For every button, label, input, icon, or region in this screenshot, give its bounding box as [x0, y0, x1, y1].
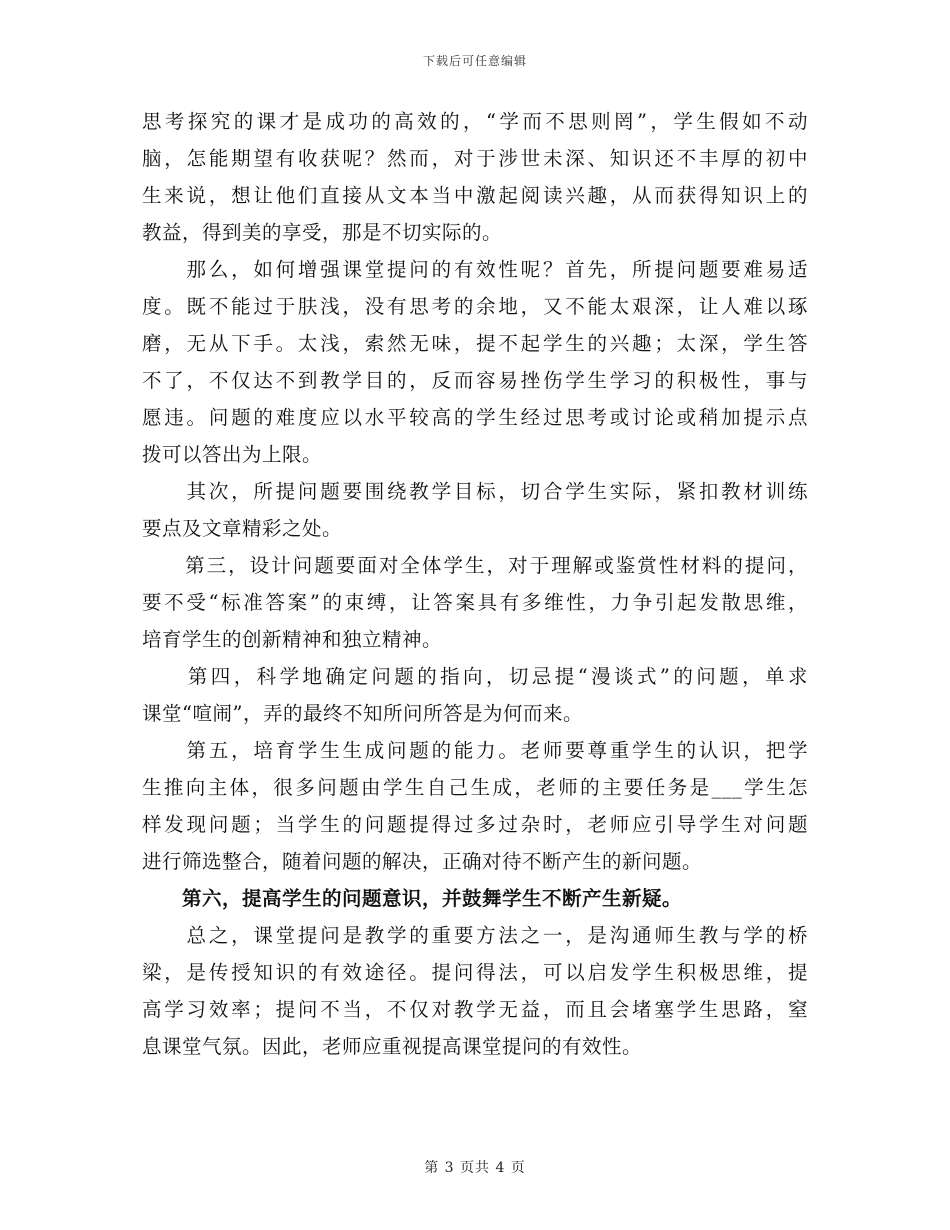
text-line: 度。既不能过于肤浅，没有思考的余地，又不能太艰深，让人难以琢 [142, 295, 808, 318]
text-line: 其次，所提问题要围绕教学目标，切合学生实际，紧扣教材训练 [142, 480, 808, 503]
document-body [142, 103, 808, 1065]
text-line: 那么，如何增强课堂提问的有效性呢？首先，所提问题要难易适 [142, 258, 808, 281]
text-line: 不了，不仅达不到教学目的，反而容易挫伤学生学习的积极性，事与 [142, 369, 808, 392]
text-line: 脑，怎能期望有收获呢？然而，对于涉世未深、知识还不丰厚的初中 [142, 147, 808, 170]
text-line: 第五，培育学生生成问题的能力。老师要尊重学生的认识，把学 [142, 739, 808, 762]
text-line: 磨，无从下手。太浅，索然无味，提不起学生的兴趣；太深，学生答 [142, 332, 808, 355]
text-line: 培育学生的创新精神和独立精神。 [142, 628, 443, 651]
text-line: 总之，课堂提问是教学的重要方法之一，是沟通师生教与学的桥 [142, 924, 808, 947]
text-line: 要点及文章精彩之处。 [142, 517, 343, 540]
page-header: 下载后可任意编辑 [422, 54, 527, 68]
text-line: 梁，是传授知识的有效途径。提问得法，可以启发学生积极思维，提 [142, 961, 808, 984]
text-line: 第六，提高学生的问题意识，并鼓舞学生不断产生新疑。 [142, 887, 683, 910]
text-line: 第四，科学地确定问题的指向，切忌提“漫谈式”的问题，单求 [142, 665, 808, 688]
text-line: 愿违。问题的难度应以水平较高的学生经过思考或讨论或稍加提示点 [142, 406, 808, 429]
text-line: 拨可以答出为上限。 [142, 443, 323, 466]
text-line: 第三，设计问题要面对全体学生，对于理解或鉴赏性材料的提问， [142, 554, 808, 577]
text-line: 高学习效率；提问不当，不仅对教学无益，而且会堵塞学生思路，窒 [142, 998, 808, 1021]
text-line: 生来说，想让他们直接从文本当中激起阅读兴趣，从而获得知识上的 [142, 184, 808, 207]
page-footer: 第 3 页共 4 页 [424, 1160, 526, 1176]
text-line: 教益，得到美的享受，那是不切实际的。 [142, 221, 503, 244]
text-line: 样发现问题；当学生的问题提得过多过杂时，老师应引导学生对问题 [142, 813, 808, 836]
text-line: 息课堂气氛。因此，老师应重视提高课堂提问的有效性。 [142, 1035, 643, 1058]
text-line: 生推向主体，很多问题由学生自己生成，老师的主要任务是___学生怎 [142, 776, 808, 799]
text-line: 课堂“喧闹”，弄的最终不知所问所答是为何而来。 [142, 702, 583, 725]
text-line: 要不受“标准答案”的束缚，让答案具有多维性，力争引起发散思维， [142, 591, 808, 614]
text-line: 思考探究的课才是成功的高效的，“学而不思则罔”，学生假如不动 [142, 110, 808, 133]
text-line: 进行筛选整合，随着问题的解决，正确对待不断产生的新问题。 [142, 850, 703, 873]
